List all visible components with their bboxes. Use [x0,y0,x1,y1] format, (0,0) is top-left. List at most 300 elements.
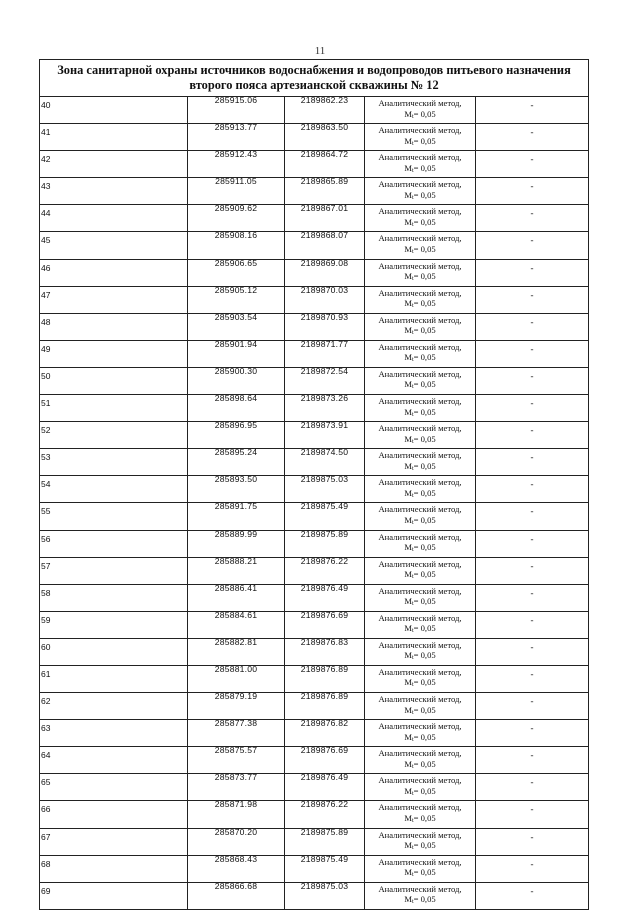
coordinate-y [285,584,365,611]
note-value: - [530,208,534,219]
accuracy-subscript: t [411,682,414,689]
coordinate-x-value: 285873.77 [214,773,258,783]
coordinate-y-value: 2189868.07 [300,231,349,241]
table-row [40,340,589,367]
method-accuracy [365,623,475,637]
coordinate-y [285,774,365,801]
accuracy-subscript: t [411,872,414,879]
accuracy-subscript: t [411,736,414,743]
coordinate-y-value: 2189876.22 [300,557,349,566]
point-number: 51 [40,395,188,422]
coordinate-x [188,530,285,557]
accuracy-subscript: t [411,411,414,418]
point-number: 55 [40,503,188,530]
coordinate-y [285,178,365,205]
note-value: - [530,587,534,598]
method-cell [365,828,476,855]
note-cell [476,367,589,394]
method-accuracy [365,786,475,800]
method-name: Аналитический метод, [378,829,462,840]
point-number: 49 [40,340,188,367]
coordinate-x-value: 285903.54 [214,313,258,322]
point-number: 64 [40,747,188,774]
accuracy-subscript: t [411,194,414,201]
coordinate-x [188,367,285,394]
note-cell [476,422,589,449]
note-cell [476,665,589,692]
coordinate-y-value: 2189875.89 [300,828,349,837]
method-name: Аналитический метод, [378,396,462,407]
coordinate-y [285,151,365,178]
table-row [40,367,589,394]
note-value: - [530,533,534,544]
accuracy-symbol: M [404,243,412,254]
coordinate-x [188,205,285,232]
note-value: - [530,370,534,381]
accuracy-value: = 0,05 [413,569,436,580]
coordinate-x [188,232,285,259]
point-number: 47 [40,286,188,313]
method-name: Аналитический метод, [378,287,462,298]
accuracy-symbol: M [404,758,412,769]
accuracy-value: = 0,05 [413,379,436,390]
method-accuracy [365,271,475,285]
method-accuracy [365,244,475,258]
method-name: Аналитический метод, [378,260,462,271]
table-row [40,855,589,882]
method-cell [365,530,476,557]
point-number: 45 [40,232,188,259]
coordinate-x-value: 285898.64 [214,394,258,404]
accuracy-value: = 0,05 [413,704,436,715]
accuracy-symbol: M [404,731,412,742]
point-number: 59 [40,611,188,638]
coordinate-y-value: 2189874.50 [300,448,349,458]
coordinate-x [188,286,285,313]
accuracy-subscript: t [411,465,414,472]
accuracy-symbol: M [404,271,412,282]
method-accuracy [365,677,475,691]
coordinate-x [188,774,285,801]
coordinates-table [39,59,589,910]
table-row [40,205,589,232]
accuracy-subscript: t [411,113,414,120]
coordinate-y [285,340,365,367]
coordinate-y [285,367,365,394]
note-cell [476,286,589,313]
method-cell [365,422,476,449]
coordinate-x-value: 285913.77 [214,123,258,133]
note-value: - [530,858,534,869]
note-cell [476,503,589,530]
coordinate-x-value: 285909.62 [214,204,258,214]
point-number: 60 [40,638,188,665]
point-number: 44 [40,205,188,232]
method-name: Аналитический метод, [378,314,462,325]
note-value: - [530,696,534,707]
coordinate-x [188,665,285,692]
coordinate-x [188,801,285,828]
coordinate-x [188,151,285,178]
coordinate-x-value: 285870.20 [214,828,258,837]
coordinate-y-value: 2189865.89 [300,177,349,187]
accuracy-value: = 0,05 [413,812,436,823]
note-value: - [530,235,534,246]
coordinate-y-value: 2189875.89 [300,530,349,539]
accuracy-value: = 0,05 [413,406,436,417]
method-accuracy [365,650,475,664]
note-value: - [530,100,534,110]
method-cell [365,449,476,476]
point-number: 66 [40,801,188,828]
method-cell [365,638,476,665]
coordinate-x [188,503,285,530]
note-cell [476,205,589,232]
coordinate-y [285,638,365,665]
method-name: Аналитический метод, [378,721,462,732]
coordinate-x [188,855,285,882]
coordinate-y [285,828,365,855]
method-cell [365,151,476,178]
accuracy-value: = 0,05 [413,135,436,146]
coordinate-y [285,124,365,151]
note-value: - [530,154,534,165]
point-number: 62 [40,693,188,720]
table-row [40,665,589,692]
coordinate-y-value: 2189870.03 [300,286,349,295]
note-cell [476,449,589,476]
coordinate-y [285,693,365,720]
coordinate-y-value: 2189872.54 [300,367,349,376]
method-name: Аналитический метод, [378,666,462,677]
table-row [40,422,589,449]
table-row [40,828,589,855]
coordinate-y-value: 2189875.49 [300,502,349,512]
note-cell [476,124,589,151]
coordinate-y [285,286,365,313]
note-cell [476,855,589,882]
accuracy-symbol: M [404,460,412,471]
table-row [40,638,589,665]
method-cell [365,286,476,313]
accuracy-value: = 0,05 [413,840,436,851]
note-cell [476,151,589,178]
method-name: Аналитический метод, [378,368,462,379]
table-row [40,259,589,286]
note-cell [476,720,589,747]
coordinate-x [188,882,285,909]
table-row [40,286,589,313]
note-cell [476,774,589,801]
coordinate-y-value: 2189862.23 [300,96,349,105]
method-cell [365,557,476,584]
method-accuracy [365,190,475,204]
point-number: 58 [40,584,188,611]
method-name: Аналитический метод, [378,98,462,108]
accuracy-value: = 0,05 [413,650,436,661]
accuracy-value: = 0,05 [413,433,436,444]
point-number: 46 [40,259,188,286]
note-value: - [530,316,534,327]
method-accuracy [365,109,475,123]
method-cell [365,665,476,692]
method-cell [365,367,476,394]
note-value: - [530,668,534,679]
method-cell [365,801,476,828]
accuracy-symbol: M [404,433,412,444]
coordinate-y [285,422,365,449]
accuracy-value: = 0,05 [413,325,436,336]
method-accuracy [365,840,475,854]
accuracy-subscript: t [411,221,414,228]
method-name: Аналитический метод, [378,856,462,867]
note-cell [476,340,589,367]
method-name: Аналитический метод, [378,694,462,705]
coordinate-x [188,638,285,665]
coordinate-x-value: 285886.41 [214,584,258,593]
accuracy-subscript: t [411,547,414,553]
note-value: - [530,343,534,354]
method-cell [365,855,476,882]
accuracy-symbol: M [404,108,412,119]
method-accuracy [365,136,475,150]
accuracy-symbol: M [404,542,412,552]
accuracy-subscript: t [411,248,414,255]
accuracy-subscript: t [411,601,414,608]
note-value: - [530,560,534,571]
coordinate-y [285,855,365,882]
note-cell [476,395,589,422]
accuracy-symbol: M [404,406,412,417]
method-name: Аналитический метод, [378,206,462,217]
method-cell [365,313,476,340]
method-name: Аналитический метод, [378,477,462,488]
title-row [40,60,589,97]
coordinate-x [188,828,285,855]
method-accuracy [365,407,475,421]
note-cell [476,693,589,720]
coordinate-x-value: 285908.16 [214,231,258,241]
table-row [40,151,589,178]
note-cell [476,232,589,259]
method-cell [365,584,476,611]
coordinate-y [285,611,365,638]
coordinate-x [188,557,285,584]
point-number: 41 [40,124,188,151]
point-number: 57 [40,557,188,584]
table-row [40,747,589,774]
method-name: Аналитический метод, [378,558,462,569]
accuracy-subscript: t [411,817,414,824]
method-name: Аналитический метод, [378,450,462,461]
method-name: Аналитический метод, [378,125,462,136]
coordinate-y [285,449,365,476]
table-row [40,882,589,909]
method-accuracy [365,596,475,610]
accuracy-value: = 0,05 [413,189,436,200]
method-accuracy [365,569,475,583]
method-cell [365,340,476,367]
coordinate-y [285,97,365,124]
coordinate-y-value: 2189876.69 [300,746,349,756]
method-name: Аналитический метод, [378,802,462,813]
accuracy-symbol: M [404,894,412,905]
method-name: Аналитический метод, [378,423,462,434]
accuracy-value: = 0,05 [413,623,436,634]
note-value: - [530,262,534,273]
accuracy-value: = 0,05 [413,894,436,905]
accuracy-symbol: M [404,487,412,498]
coordinate-y-value: 2189876.22 [300,800,349,810]
note-cell [476,178,589,205]
coordinate-y [285,720,365,747]
accuracy-symbol: M [404,379,412,390]
coordinate-x-value: 285889.99 [214,530,258,539]
coordinate-x-value: 285891.75 [214,502,258,512]
note-value: - [530,723,534,734]
method-name: Аналитический метод, [378,883,462,894]
note-value: - [530,452,534,463]
note-cell [476,97,589,124]
accuracy-symbol: M [404,162,412,173]
accuracy-subscript: t [411,763,414,770]
coordinate-y-value: 2189875.49 [300,855,349,864]
accuracy-value: = 0,05 [413,352,436,363]
table-row [40,557,589,584]
coordinate-x-value: 285893.50 [214,475,258,485]
table-row [40,693,589,720]
accuracy-symbol: M [404,840,412,851]
note-value: - [530,614,534,625]
method-cell [365,205,476,232]
coordinate-x [188,340,285,367]
method-accuracy [365,379,475,393]
note-value: - [530,289,534,300]
coordinate-x-value: 285911.05 [215,177,257,187]
accuracy-subscript: t [411,167,414,174]
method-cell [365,747,476,774]
table-title: Зона санитарной охраны источников водоснабжения и водопроводов питьевого назначения второго пояса артезианской скважины № 12 [40,60,589,97]
note-value: - [530,181,534,192]
note-value: - [530,641,534,652]
accuracy-value: = 0,05 [413,298,436,309]
accuracy-value: = 0,05 [413,677,436,688]
note-value: - [530,885,534,896]
coordinate-x [188,178,285,205]
coordinate-x-value: 285912.43 [214,150,258,160]
coordinate-y [285,557,365,584]
method-accuracy [365,163,475,177]
coordinate-y-value: 2189876.82 [300,719,349,729]
coordinate-x [188,476,285,503]
method-cell [365,124,476,151]
method-name: Аналитический метод, [378,748,462,759]
method-name: Аналитический метод, [378,585,462,596]
coordinate-y-value: 2189876.89 [300,692,349,702]
coordinate-y-value: 2189870.93 [300,313,349,322]
method-cell [365,720,476,747]
accuracy-value: = 0,05 [413,271,436,282]
coordinate-x [188,422,285,449]
accuracy-subscript: t [411,330,414,337]
accuracy-symbol: M [404,352,412,363]
table-row [40,801,589,828]
table-row [40,313,589,340]
coordinate-x-value: 285895.24 [214,448,258,458]
method-cell [365,259,476,286]
coordinate-y-value: 2189871.77 [300,340,349,349]
method-cell [365,611,476,638]
accuracy-subscript: t [411,709,414,716]
accuracy-value: = 0,05 [413,162,436,173]
accuracy-symbol: M [404,514,412,525]
method-accuracy [365,217,475,231]
point-number: 69 [40,882,188,909]
accuracy-value: = 0,05 [413,108,436,119]
method-name: Аналитический метод, [378,531,462,542]
coordinate-x [188,611,285,638]
table-row [40,774,589,801]
coordinate-y-value: 2189876.89 [300,665,349,674]
point-number: 43 [40,178,188,205]
accuracy-value: = 0,05 [413,514,436,525]
method-cell [365,178,476,205]
table-row [40,395,589,422]
coordinate-y [285,747,365,774]
coordinate-x-value: 285915.06 [214,96,258,105]
accuracy-symbol: M [404,785,412,796]
method-accuracy [365,515,475,529]
table-row [40,449,589,476]
point-number: 67 [40,828,188,855]
method-accuracy [365,867,475,881]
method-cell [365,503,476,530]
accuracy-symbol: M [404,189,412,200]
point-number: 65 [40,774,188,801]
coordinate-x [188,313,285,340]
accuracy-subscript: t [411,790,414,797]
method-accuracy [365,542,475,556]
method-cell [365,476,476,503]
method-accuracy [365,732,475,746]
coordinate-x [188,395,285,422]
point-number: 40 [40,97,188,124]
accuracy-symbol: M [404,623,412,634]
coordinate-x-value: 285881.00 [214,665,258,674]
coordinate-x-value: 285884.61 [214,611,258,620]
accuracy-subscript: t [411,574,414,581]
coordinate-y-value: 2189873.91 [300,421,349,431]
coordinate-x [188,97,285,124]
note-value: - [530,506,534,517]
accuracy-value: = 0,05 [413,785,436,796]
coordinate-y [285,882,365,909]
point-number: 53 [40,449,188,476]
accuracy-subscript: t [411,655,414,662]
coordinate-x-value: 285877.38 [214,719,258,729]
note-cell [476,747,589,774]
point-number: 63 [40,720,188,747]
method-cell [365,882,476,909]
method-accuracy [365,894,475,908]
table-row [40,503,589,530]
coordinate-y [285,313,365,340]
table-row [40,178,589,205]
accuracy-subscript: t [411,438,414,445]
accuracy-symbol: M [404,704,412,715]
accuracy-subscript: t [411,519,414,526]
accuracy-subscript: t [411,303,414,310]
